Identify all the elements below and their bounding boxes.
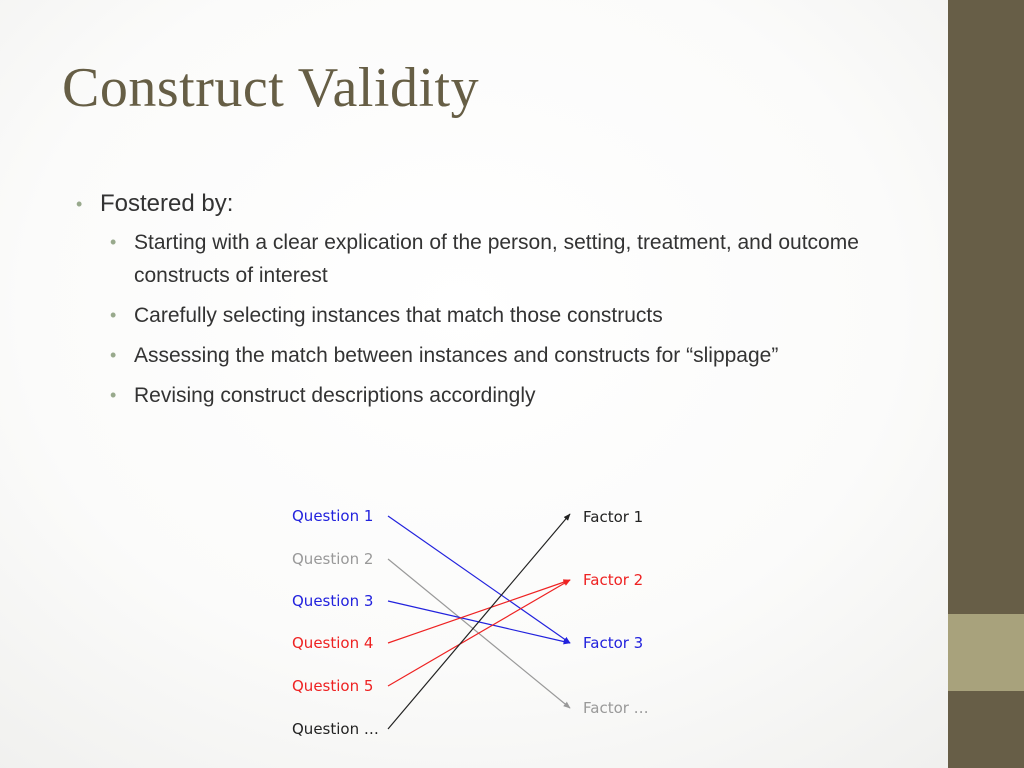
factor-label-4: Factor … bbox=[583, 699, 649, 717]
link-arrow-6 bbox=[388, 514, 570, 729]
question-label-1: Question 1 bbox=[292, 507, 374, 525]
bullet-fostered-by: • Fostered by: bbox=[72, 188, 932, 220]
sub-bullet-revising: • Revising construct descriptions accordingly bbox=[106, 379, 932, 412]
question-label-2: Question 2 bbox=[292, 550, 374, 568]
factor-label-3: Factor 3 bbox=[583, 634, 644, 652]
sidebar-accent-block bbox=[948, 614, 1024, 691]
sub-bullet-explication: • Starting with a clear explication of the person, setting, treatment, and outcome constructs of interest bbox=[106, 226, 932, 292]
question-label-4: Question 4 bbox=[292, 634, 374, 652]
sub-bullet-assessing-match: • Assessing the match between instances and constructs for “slippage” bbox=[106, 339, 932, 372]
question-factor-diagram bbox=[280, 495, 680, 745]
question-label-3: Question 3 bbox=[292, 592, 374, 610]
question-label-6: Question … bbox=[292, 720, 379, 738]
question-label-5: Question 5 bbox=[292, 677, 374, 695]
bullet-list bbox=[72, 188, 932, 419]
factor-label-2: Factor 2 bbox=[583, 571, 644, 589]
sub-bullet-selecting-instances: • Carefully selecting instances that match those constructs bbox=[106, 299, 932, 332]
link-arrow-1 bbox=[388, 516, 570, 643]
slide-title: Construct Validity bbox=[62, 57, 480, 119]
factor-label-1: Factor 1 bbox=[583, 508, 644, 526]
